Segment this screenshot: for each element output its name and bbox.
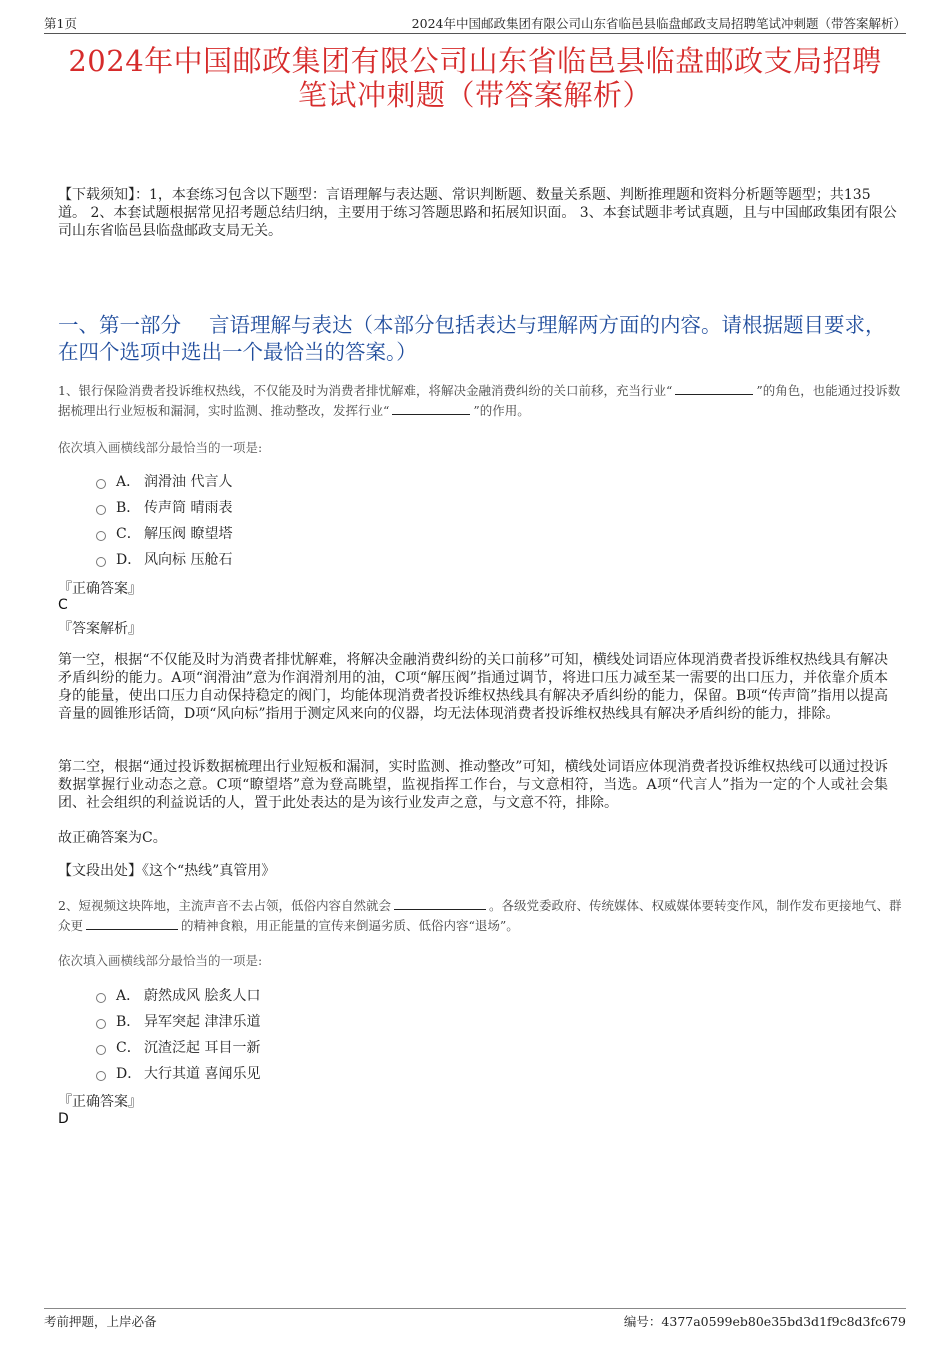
option-text: 解压阀 瞭望塔 (144, 526, 233, 542)
q1-option-c[interactable] (96, 520, 232, 546)
option-letter: A． (116, 988, 141, 1004)
title-line-2: 笔试冲刺题（带答案解析） (297, 78, 652, 112)
footer-doc-id: 编号：4377a0599eb80e35bd3d1f9c8d3fc679 (623, 1314, 906, 1329)
q2-option-c[interactable] (96, 1034, 260, 1060)
footer-slogan: 考前押题，上岸必备 (44, 1314, 157, 1329)
q1-answer: C (58, 597, 68, 613)
q2-answer: D (58, 1111, 69, 1127)
radio-icon[interactable] (96, 993, 106, 1003)
header-divider (44, 33, 906, 34)
q1-instruction: 依次填入画横线部分最恰当的一项是: (58, 440, 263, 455)
option-text: 蔚然成风 脍炙人口 (144, 988, 261, 1004)
q1-analysis-label: 『答案解析』 (58, 621, 142, 637)
q1-blank-1 (675, 382, 753, 395)
q2-blank-2 (86, 917, 178, 930)
q2-text-part3: 的精神食粮，用正能量的宣传来倒逼劣质、低俗内容“退场”。 (181, 918, 519, 933)
q2-instruction: 依次填入画横线部分最恰当的一项是: (58, 953, 263, 968)
q1-option-d[interactable] (96, 546, 232, 572)
radio-icon[interactable] (96, 1045, 106, 1055)
download-notice: 【下载须知】：1，本套练习包含以下题型：言语理解与表达题、常识判断题、数量关系题、判断推理题和资料分析题等题型；共135道。 2、本套试题根据常见招考题总结归纳，主要用于练习答题思路和拓展知识面。 3、本套试题非考试真题，且与中国邮政集团有限公司山东省临邑县临盘邮政支局无关。 (58, 187, 897, 239)
q1-options (96, 468, 232, 572)
option-letter: D． (116, 552, 142, 568)
option-letter: C． (116, 526, 141, 542)
q2-option-a[interactable] (96, 982, 260, 1008)
title-line-1: 2024年中国邮政集团有限公司山东省临邑县临盘邮政支局招聘 (68, 44, 882, 78)
option-text: 沉渣泛起 耳目一新 (144, 1040, 261, 1056)
q2-text-part2: 。各级党委政府、传统媒体、权威媒体要转变作风，制作发布更接地气、群众更 (58, 898, 902, 933)
q2-answer-label: 『正确答案』 (58, 1094, 142, 1110)
option-text: 风向标 压舱石 (144, 552, 233, 568)
option-letter: B． (116, 1014, 141, 1030)
question-1-stem (58, 381, 903, 421)
q2-options (96, 982, 260, 1086)
q2-blank-1 (394, 897, 486, 910)
q1-text-part1: 1、银行保险消费者投诉维权热线，不仅能及时为消费者排忧解难，将解决金融消费纠纷的关口前移，充当行业“ (58, 383, 673, 398)
q2-option-b[interactable] (96, 1008, 260, 1034)
section-heading (58, 312, 898, 366)
q1-answer-label: 『正确答案』 (58, 581, 142, 597)
q1-text-part2: ”的角色，也能通过投诉数据梳理出行业短板和漏洞，实时监测、推动整改，发挥行业“ (58, 383, 901, 418)
radio-icon[interactable] (96, 1071, 106, 1081)
radio-icon[interactable] (96, 505, 106, 515)
q1-analysis-p1: 第一空，根据“不仅能及时为消费者排忧解难，将解决金融消费纠纷的关口前移”可知，横线处词语应体现消费者投诉维权热线具有解决矛盾纠纷的能力。A项“润滑油”意为作润滑剂用的油，C项“解压阀”指通过调节，将进口压力减至某一需要的出口压力，并依靠介质本身的能量，使出口压力自动保持稳定的阀门，均能体现消费者投诉维权热线具有解决矛盾纠纷的能力，保留。B项“传声筒”指用以提高音量的圆锥形话筒，D项“风向标”指用于测定风来向的仪器，均无法体现消费者投诉维权热线具有解决矛盾纠纷的能力，排除。 (58, 652, 888, 722)
option-letter: B． (116, 500, 141, 516)
option-text: 异军突起 津津乐道 (144, 1014, 261, 1030)
q1-text-part3: ”的作用。 (473, 403, 530, 418)
radio-icon[interactable] (96, 1019, 106, 1029)
q2-text-part1: 2、短视频这块阵地，主流声音不去占领，低俗内容自然就会 (58, 898, 391, 913)
radio-icon[interactable] (96, 557, 106, 567)
section-text: 言语理解与表达（本部分包括表达与理解两方面的内容。请根据题目要求，在四个选项中选出一个最恰当的答案。） (58, 313, 886, 364)
option-text: 润滑油 代言人 (144, 474, 233, 490)
option-text: 传声筒 晴雨表 (144, 500, 233, 516)
header-doc-title: 2024年中国邮政集团有限公司山东省临邑县临盘邮政支局招聘笔试冲刺题（带答案解析） (411, 16, 906, 31)
option-letter: A． (116, 474, 141, 490)
radio-icon[interactable] (96, 531, 106, 541)
q1-analysis-p3: 故正确答案为C。 (58, 830, 167, 846)
radio-icon[interactable] (96, 479, 106, 489)
option-letter: D． (116, 1066, 142, 1082)
option-letter: C． (116, 1040, 141, 1056)
question-2-stem (58, 896, 903, 936)
q2-option-d[interactable] (96, 1060, 260, 1086)
q1-analysis-p2: 第二空，根据“通过投诉数据梳理出行业短板和漏洞，实时监测、推动整改”可知，横线处词语应体现消费者投诉维权热线可以通过投诉数据掌握行业动态之意。C项“瞭望塔”意为登高眺望，监视指挥工作台，与文意相符，当选。A项“代言人”指为一定的个人或社会集团、社会组织的利益说话的人，置于此处表达的是为该行业发声之意，与文意不符，排除。 (58, 759, 888, 811)
q1-option-a[interactable] (96, 468, 232, 494)
option-text: 大行其道 喜闻乐见 (144, 1066, 261, 1082)
footer-divider (44, 1308, 906, 1309)
page-number: 第1页 (44, 16, 77, 31)
q1-blank-2 (392, 402, 470, 415)
section-number: 一、第一部分 (58, 313, 181, 337)
q1-source: 【文段出处】《这个“热线”真管用》 (58, 863, 276, 879)
page-title (44, 44, 906, 112)
q1-option-b[interactable] (96, 494, 232, 520)
